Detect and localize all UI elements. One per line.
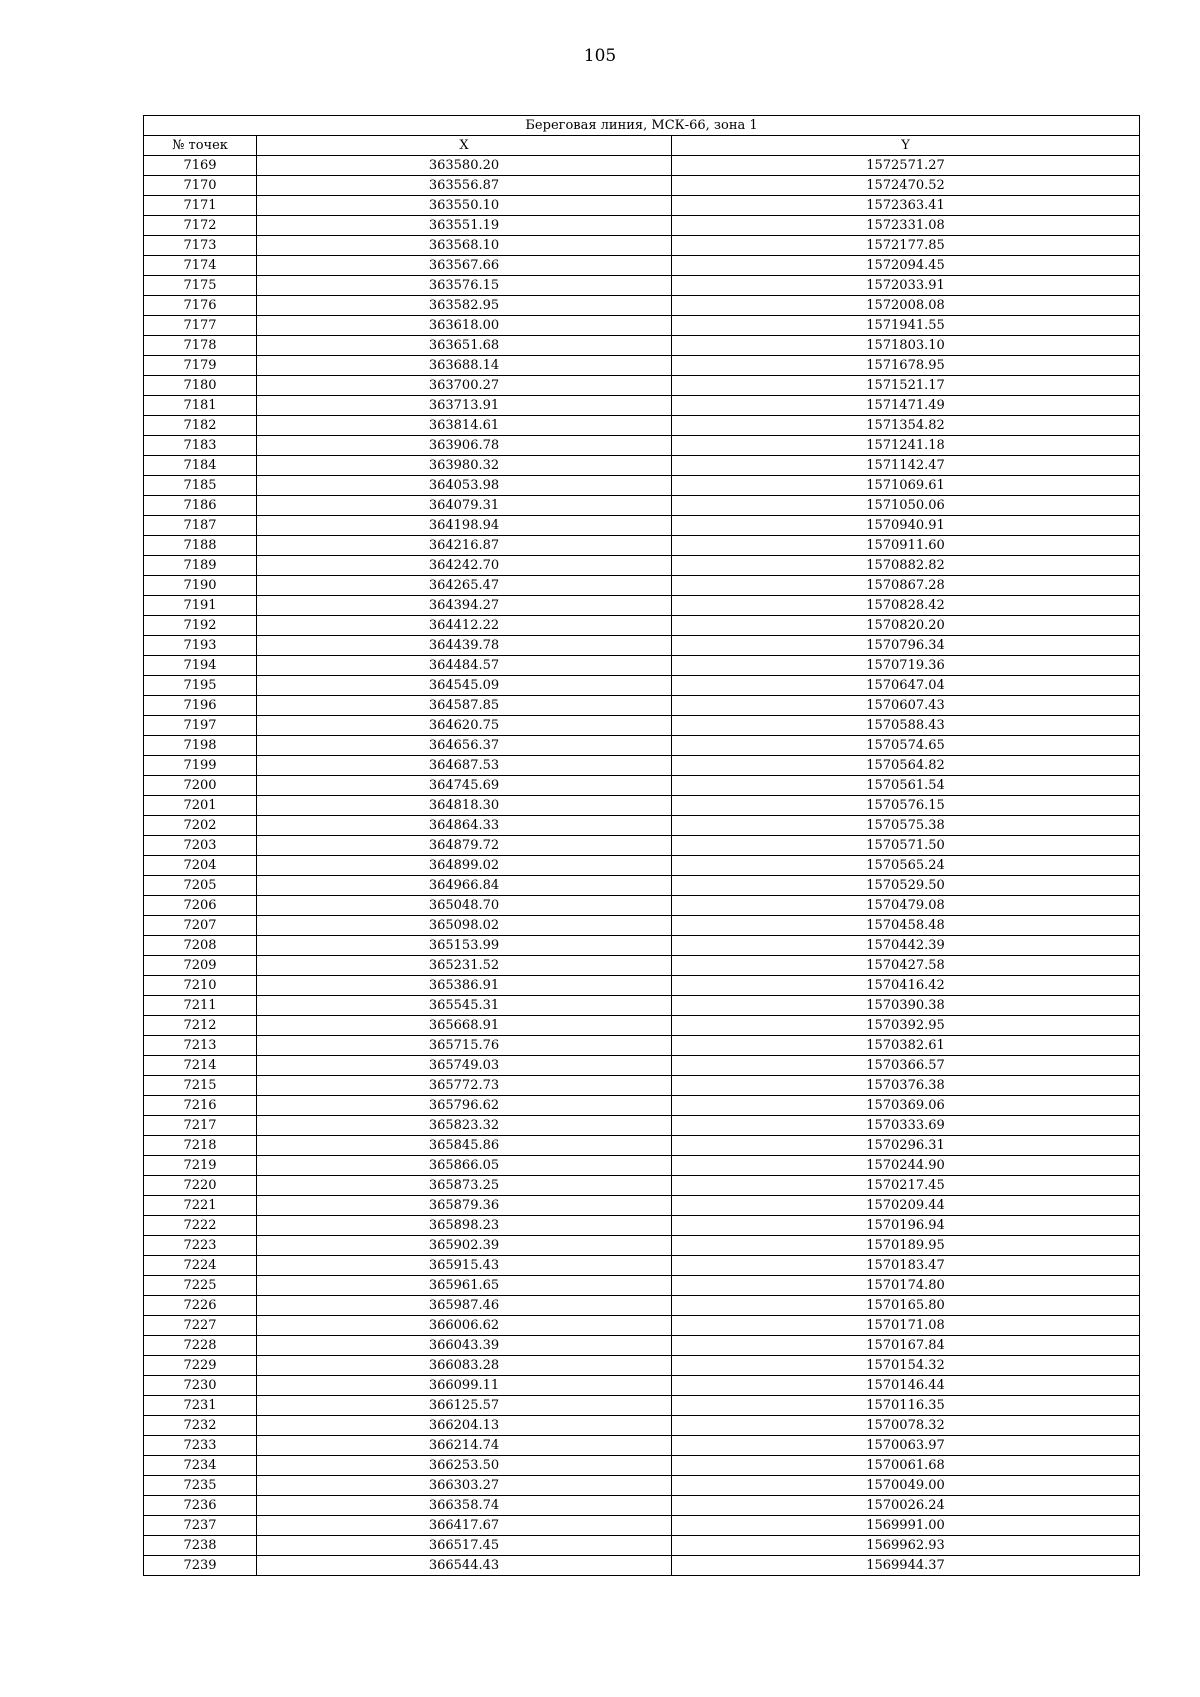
table-row <box>144 156 1140 176</box>
cell-y: 1570561.54 <box>672 776 1140 796</box>
table-row <box>144 256 1140 276</box>
cell-y: 1570529.50 <box>672 876 1140 896</box>
cell-x: 364656.37 <box>257 736 672 756</box>
table-row <box>144 1036 1140 1056</box>
table-body <box>144 156 1140 1576</box>
cell-x: 365715.76 <box>257 1036 672 1056</box>
cell-x: 365796.62 <box>257 1096 672 1116</box>
cell-x: 365048.70 <box>257 896 672 916</box>
table-row <box>144 1236 1140 1256</box>
table-row <box>144 1316 1140 1336</box>
cell-x: 365668.91 <box>257 1016 672 1036</box>
cell-y: 1570366.57 <box>672 1056 1140 1076</box>
cell-y: 1570217.45 <box>672 1176 1140 1196</box>
cell-x: 366083.28 <box>257 1356 672 1376</box>
cell-point-number: 7179 <box>144 356 257 376</box>
cell-x: 363580.20 <box>257 156 672 176</box>
table-row <box>144 436 1140 456</box>
cell-x: 363567.66 <box>257 256 672 276</box>
cell-x: 363814.61 <box>257 416 672 436</box>
table-row <box>144 856 1140 876</box>
cell-point-number: 7181 <box>144 396 257 416</box>
table-row <box>144 896 1140 916</box>
cell-y: 1571069.61 <box>672 476 1140 496</box>
table-row <box>144 836 1140 856</box>
cell-x: 364966.84 <box>257 876 672 896</box>
cell-y: 1569991.00 <box>672 1516 1140 1536</box>
cell-point-number: 7238 <box>144 1536 257 1556</box>
table-row <box>144 1476 1140 1496</box>
cell-point-number: 7180 <box>144 376 257 396</box>
cell-x: 365823.32 <box>257 1116 672 1136</box>
cell-point-number: 7173 <box>144 236 257 256</box>
cell-point-number: 7239 <box>144 1556 257 1576</box>
cell-y: 1571241.18 <box>672 436 1140 456</box>
cell-point-number: 7178 <box>144 336 257 356</box>
cell-point-number: 7175 <box>144 276 257 296</box>
table-row <box>144 356 1140 376</box>
cell-point-number: 7219 <box>144 1156 257 1176</box>
cell-x: 364412.22 <box>257 616 672 636</box>
table-row <box>144 796 1140 816</box>
cell-y: 1572177.85 <box>672 236 1140 256</box>
cell-x: 365231.52 <box>257 956 672 976</box>
cell-y: 1570564.82 <box>672 756 1140 776</box>
cell-y: 1570571.50 <box>672 836 1140 856</box>
table-row <box>144 676 1140 696</box>
cell-point-number: 7232 <box>144 1416 257 1436</box>
cell-point-number: 7195 <box>144 676 257 696</box>
cell-point-number: 7189 <box>144 556 257 576</box>
table-row <box>144 196 1140 216</box>
cell-x: 363568.10 <box>257 236 672 256</box>
cell-y: 1572094.45 <box>672 256 1140 276</box>
table-row <box>144 536 1140 556</box>
cell-x: 364818.30 <box>257 796 672 816</box>
cell-y: 1570382.61 <box>672 1036 1140 1056</box>
cell-y: 1570146.44 <box>672 1376 1140 1396</box>
cell-y: 1572571.27 <box>672 156 1140 176</box>
cell-y: 1570026.24 <box>672 1496 1140 1516</box>
cell-y: 1570882.82 <box>672 556 1140 576</box>
cell-y: 1570940.91 <box>672 516 1140 536</box>
table-row <box>144 1296 1140 1316</box>
cell-y: 1572331.08 <box>672 216 1140 236</box>
cell-point-number: 7206 <box>144 896 257 916</box>
table-row <box>144 1076 1140 1096</box>
table-row <box>144 636 1140 656</box>
cell-x: 365866.05 <box>257 1156 672 1176</box>
cell-point-number: 7185 <box>144 476 257 496</box>
table-row <box>144 616 1140 636</box>
table-row <box>144 776 1140 796</box>
table-row <box>144 476 1140 496</box>
cell-point-number: 7216 <box>144 1096 257 1116</box>
cell-y: 1570196.94 <box>672 1216 1140 1236</box>
cell-x: 365915.43 <box>257 1256 672 1276</box>
cell-point-number: 7236 <box>144 1496 257 1516</box>
cell-y: 1570458.48 <box>672 916 1140 936</box>
cell-x: 364587.85 <box>257 696 672 716</box>
cell-y: 1571050.06 <box>672 496 1140 516</box>
cell-x: 364484.57 <box>257 656 672 676</box>
cell-y: 1572033.91 <box>672 276 1140 296</box>
table-row <box>144 1096 1140 1116</box>
table-row <box>144 756 1140 776</box>
cell-y: 1571354.82 <box>672 416 1140 436</box>
table-row <box>144 996 1140 1016</box>
cell-y: 1570647.04 <box>672 676 1140 696</box>
cell-x: 365772.73 <box>257 1076 672 1096</box>
cell-x: 366099.11 <box>257 1376 672 1396</box>
cell-x: 365749.03 <box>257 1056 672 1076</box>
cell-point-number: 7174 <box>144 256 257 276</box>
cell-y: 1570171.08 <box>672 1316 1140 1336</box>
cell-x: 366303.27 <box>257 1476 672 1496</box>
cell-y: 1570867.28 <box>672 576 1140 596</box>
cell-point-number: 7235 <box>144 1476 257 1496</box>
cell-x: 366204.13 <box>257 1416 672 1436</box>
cell-point-number: 7221 <box>144 1196 257 1216</box>
cell-y: 1570392.95 <box>672 1016 1140 1036</box>
cell-point-number: 7205 <box>144 876 257 896</box>
table-row <box>144 1156 1140 1176</box>
table-row <box>144 276 1140 296</box>
cell-x: 363618.00 <box>257 316 672 336</box>
cell-x: 365898.23 <box>257 1216 672 1236</box>
cell-y: 1571471.49 <box>672 396 1140 416</box>
cell-point-number: 7186 <box>144 496 257 516</box>
table-row <box>144 916 1140 936</box>
table-row <box>144 556 1140 576</box>
table-row <box>144 1516 1140 1536</box>
page-number: 105 <box>583 46 617 66</box>
cell-point-number: 7225 <box>144 1276 257 1296</box>
cell-x: 364745.69 <box>257 776 672 796</box>
cell-point-number: 7198 <box>144 736 257 756</box>
table-row <box>144 1436 1140 1456</box>
cell-y: 1569962.93 <box>672 1536 1140 1556</box>
table-row <box>144 576 1140 596</box>
cell-point-number: 7231 <box>144 1396 257 1416</box>
table-row <box>144 1276 1140 1296</box>
cell-x: 364053.98 <box>257 476 672 496</box>
cell-y: 1571678.95 <box>672 356 1140 376</box>
cell-x: 364899.02 <box>257 856 672 876</box>
cell-x: 364242.70 <box>257 556 672 576</box>
cell-x: 364864.33 <box>257 816 672 836</box>
cell-point-number: 7203 <box>144 836 257 856</box>
cell-y: 1571941.55 <box>672 316 1140 336</box>
cell-x: 366125.57 <box>257 1396 672 1416</box>
table-row <box>144 176 1140 196</box>
cell-y: 1570442.39 <box>672 936 1140 956</box>
cell-point-number: 7171 <box>144 196 257 216</box>
table-row <box>144 1536 1140 1556</box>
cell-x: 365987.46 <box>257 1296 672 1316</box>
table-row <box>144 496 1140 516</box>
cell-point-number: 7227 <box>144 1316 257 1336</box>
cell-x: 365873.25 <box>257 1176 672 1196</box>
cell-point-number: 7177 <box>144 316 257 336</box>
cell-x: 363550.10 <box>257 196 672 216</box>
table-row <box>144 976 1140 996</box>
cell-y: 1570333.69 <box>672 1116 1140 1136</box>
table-row <box>144 1336 1140 1356</box>
coordinates-table <box>143 115 1140 1576</box>
cell-point-number: 7201 <box>144 796 257 816</box>
cell-x: 366358.74 <box>257 1496 672 1516</box>
cell-x: 364545.09 <box>257 676 672 696</box>
cell-y: 1570369.06 <box>672 1096 1140 1116</box>
table-row <box>144 1196 1140 1216</box>
table-row <box>144 876 1140 896</box>
cell-point-number: 7192 <box>144 616 257 636</box>
cell-x: 363582.95 <box>257 296 672 316</box>
cell-x: 366544.43 <box>257 1556 672 1576</box>
cell-y: 1570063.97 <box>672 1436 1140 1456</box>
cell-x: 365961.65 <box>257 1276 672 1296</box>
cell-y: 1570165.80 <box>672 1296 1140 1316</box>
table-row <box>144 236 1140 256</box>
table-row <box>144 1056 1140 1076</box>
cell-point-number: 7188 <box>144 536 257 556</box>
cell-x: 365098.02 <box>257 916 672 936</box>
cell-y: 1570189.95 <box>672 1236 1140 1256</box>
cell-x: 364687.53 <box>257 756 672 776</box>
cell-y: 1570479.08 <box>672 896 1140 916</box>
table-row <box>144 1396 1140 1416</box>
cell-y: 1570167.84 <box>672 1336 1140 1356</box>
table-row <box>144 316 1140 336</box>
table-head <box>144 116 1140 156</box>
cell-x: 365386.91 <box>257 976 672 996</box>
cell-y: 1570174.80 <box>672 1276 1140 1296</box>
cell-y: 1570427.58 <box>672 956 1140 976</box>
table-row <box>144 1136 1140 1156</box>
table-row <box>144 376 1140 396</box>
table-title: Береговая линия, МСК-66, зона 1 <box>144 116 1140 136</box>
cell-x: 363551.19 <box>257 216 672 236</box>
cell-y: 1571521.17 <box>672 376 1140 396</box>
table-row <box>144 1016 1140 1036</box>
cell-y: 1570576.15 <box>672 796 1140 816</box>
cell-y: 1570796.34 <box>672 636 1140 656</box>
column-header-y: Y <box>672 136 1140 156</box>
table-row <box>144 1376 1140 1396</box>
cell-point-number: 7199 <box>144 756 257 776</box>
cell-y: 1570244.90 <box>672 1156 1140 1176</box>
table-row <box>144 336 1140 356</box>
cell-y: 1570828.42 <box>672 596 1140 616</box>
cell-x: 364198.94 <box>257 516 672 536</box>
cell-y: 1570416.42 <box>672 976 1140 996</box>
cell-point-number: 7226 <box>144 1296 257 1316</box>
cell-point-number: 7210 <box>144 976 257 996</box>
table-row <box>144 1116 1140 1136</box>
table-title-row <box>144 116 1140 136</box>
cell-point-number: 7183 <box>144 436 257 456</box>
cell-y: 1571803.10 <box>672 336 1140 356</box>
table-header-row <box>144 136 1140 156</box>
cell-x: 363556.87 <box>257 176 672 196</box>
cell-point-number: 7176 <box>144 296 257 316</box>
cell-x: 363700.27 <box>257 376 672 396</box>
cell-point-number: 7208 <box>144 936 257 956</box>
cell-x: 363688.14 <box>257 356 672 376</box>
table-row <box>144 596 1140 616</box>
cell-point-number: 7191 <box>144 596 257 616</box>
cell-point-number: 7211 <box>144 996 257 1016</box>
cell-point-number: 7213 <box>144 1036 257 1056</box>
cell-x: 365545.31 <box>257 996 672 1016</box>
cell-x: 363906.78 <box>257 436 672 456</box>
cell-x: 364216.87 <box>257 536 672 556</box>
cell-y: 1570209.44 <box>672 1196 1140 1216</box>
cell-y: 1570183.47 <box>672 1256 1140 1276</box>
cell-point-number: 7172 <box>144 216 257 236</box>
cell-x: 364265.47 <box>257 576 672 596</box>
cell-point-number: 7194 <box>144 656 257 676</box>
table-row <box>144 416 1140 436</box>
cell-x: 364620.75 <box>257 716 672 736</box>
cell-point-number: 7234 <box>144 1456 257 1476</box>
cell-y: 1570049.00 <box>672 1476 1140 1496</box>
cell-y: 1572363.41 <box>672 196 1140 216</box>
cell-point-number: 7209 <box>144 956 257 976</box>
cell-point-number: 7169 <box>144 156 257 176</box>
cell-y: 1570565.24 <box>672 856 1140 876</box>
cell-point-number: 7233 <box>144 1436 257 1456</box>
cell-point-number: 7224 <box>144 1256 257 1276</box>
table-row <box>144 1496 1140 1516</box>
cell-x: 364394.27 <box>257 596 672 616</box>
cell-point-number: 7218 <box>144 1136 257 1156</box>
cell-y: 1572008.08 <box>672 296 1140 316</box>
cell-x: 365845.86 <box>257 1136 672 1156</box>
column-header-point-number: № точек <box>144 136 257 156</box>
table-row <box>144 696 1140 716</box>
table-row <box>144 1556 1140 1576</box>
cell-x: 366417.67 <box>257 1516 672 1536</box>
cell-y: 1570820.20 <box>672 616 1140 636</box>
cell-y: 1570376.38 <box>672 1076 1140 1096</box>
cell-point-number: 7204 <box>144 856 257 876</box>
table-row <box>144 816 1140 836</box>
cell-point-number: 7182 <box>144 416 257 436</box>
table-row <box>144 516 1140 536</box>
cell-x: 363651.68 <box>257 336 672 356</box>
cell-x: 365879.36 <box>257 1196 672 1216</box>
table-row <box>144 656 1140 676</box>
cell-point-number: 7196 <box>144 696 257 716</box>
cell-x: 366043.39 <box>257 1336 672 1356</box>
cell-x: 363576.15 <box>257 276 672 296</box>
table-row <box>144 1416 1140 1436</box>
table-row <box>144 936 1140 956</box>
cell-x: 366253.50 <box>257 1456 672 1476</box>
cell-point-number: 7187 <box>144 516 257 536</box>
cell-y: 1570390.38 <box>672 996 1140 1016</box>
cell-point-number: 7229 <box>144 1356 257 1376</box>
cell-point-number: 7200 <box>144 776 257 796</box>
cell-point-number: 7230 <box>144 1376 257 1396</box>
table-row <box>144 1176 1140 1196</box>
cell-y: 1570588.43 <box>672 716 1140 736</box>
cell-x: 365902.39 <box>257 1236 672 1256</box>
table-row <box>144 396 1140 416</box>
cell-point-number: 7223 <box>144 1236 257 1256</box>
cell-y: 1570078.32 <box>672 1416 1140 1436</box>
cell-y: 1571142.47 <box>672 456 1140 476</box>
cell-x: 364879.72 <box>257 836 672 856</box>
cell-y: 1570575.38 <box>672 816 1140 836</box>
cell-y: 1570116.35 <box>672 1396 1140 1416</box>
table-row <box>144 736 1140 756</box>
cell-point-number: 7222 <box>144 1216 257 1236</box>
cell-point-number: 7170 <box>144 176 257 196</box>
cell-x: 366517.45 <box>257 1536 672 1556</box>
table-row <box>144 216 1140 236</box>
table-row <box>144 1456 1140 1476</box>
cell-point-number: 7220 <box>144 1176 257 1196</box>
cell-point-number: 7207 <box>144 916 257 936</box>
table-row <box>144 956 1140 976</box>
cell-y: 1570061.68 <box>672 1456 1140 1476</box>
cell-x: 366006.62 <box>257 1316 672 1336</box>
cell-x: 364439.78 <box>257 636 672 656</box>
cell-point-number: 7217 <box>144 1116 257 1136</box>
cell-y: 1570296.31 <box>672 1136 1140 1156</box>
cell-point-number: 7228 <box>144 1336 257 1356</box>
cell-point-number: 7184 <box>144 456 257 476</box>
cell-point-number: 7193 <box>144 636 257 656</box>
cell-y: 1569944.37 <box>672 1556 1140 1576</box>
table-row <box>144 296 1140 316</box>
table-row <box>144 456 1140 476</box>
cell-point-number: 7212 <box>144 1016 257 1036</box>
cell-y: 1570574.65 <box>672 736 1140 756</box>
cell-point-number: 7202 <box>144 816 257 836</box>
cell-point-number: 7215 <box>144 1076 257 1096</box>
table-row <box>144 1356 1140 1376</box>
cell-point-number: 7190 <box>144 576 257 596</box>
table-row <box>144 1216 1140 1236</box>
cell-y: 1570719.36 <box>672 656 1140 676</box>
cell-y: 1572470.52 <box>672 176 1140 196</box>
cell-point-number: 7214 <box>144 1056 257 1076</box>
cell-x: 366214.74 <box>257 1436 672 1456</box>
cell-x: 364079.31 <box>257 496 672 516</box>
cell-x: 363713.91 <box>257 396 672 416</box>
cell-y: 1570154.32 <box>672 1356 1140 1376</box>
cell-point-number: 7197 <box>144 716 257 736</box>
column-header-x: X <box>257 136 672 156</box>
cell-y: 1570911.60 <box>672 536 1140 556</box>
cell-x: 365153.99 <box>257 936 672 956</box>
cell-point-number: 7237 <box>144 1516 257 1536</box>
cell-x: 363980.32 <box>257 456 672 476</box>
table-row <box>144 1256 1140 1276</box>
table-row <box>144 716 1140 736</box>
cell-y: 1570607.43 <box>672 696 1140 716</box>
